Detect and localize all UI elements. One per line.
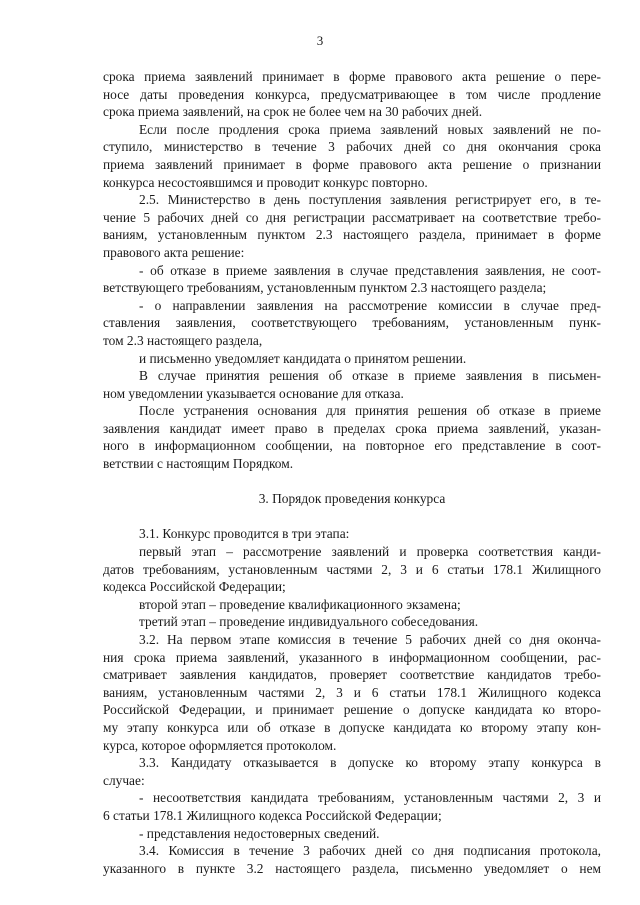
blank-line xyxy=(103,508,601,526)
page-number: 3 xyxy=(316,33,324,48)
text-line: му этапу конкурса или об отказе в допуске кандидата ко второму этапу кон- xyxy=(103,719,601,735)
text-line: После устранения основания для принятия решения об отказе в приеме xyxy=(139,403,601,419)
text-line: том 2.3 настоящего раздела, xyxy=(103,332,263,348)
text-line: 2.5. Министерство в день поступления заявления регистрирует его, в те- xyxy=(139,192,601,208)
blank-line xyxy=(103,473,601,491)
text-line: второй этап – проведение квалификационного экзамена; xyxy=(139,596,461,612)
text-line: - о направлении заявления на рассмотрение комиссии в случае пред- xyxy=(139,297,601,313)
text-line: кодекса Российской Федерации; xyxy=(103,579,286,595)
text-line: Если после продления срока приема заявлений новых заявлений не по- xyxy=(139,121,601,137)
text-line: ном уведомлении указывается основание для отказа. xyxy=(103,385,404,401)
document-body xyxy=(103,68,601,877)
text-line: - представления недостоверных сведений. xyxy=(139,825,380,841)
text-line: первый этап – рассмотрение заявлений и проверка соответствия канди- xyxy=(139,544,601,560)
text-line: третий этап – проведение индивидуального собеседования. xyxy=(139,614,479,630)
text-line: 3.3. Кандидату отказывается в допуске ко второму этапу конкурса в xyxy=(139,755,601,771)
text-line: срока приема заявлений принимает в форме правового акта решение о пере- xyxy=(103,69,601,84)
text-line: ставления заявления, соответствующего требованиям, установленным пунк- xyxy=(103,315,601,331)
text-line: 3.1. Конкурс проводится в три этапа: xyxy=(139,526,350,542)
text-line: ветствии с настоящим Порядком. xyxy=(103,456,294,472)
text-line: приема заявлений принимает в форме правового акта решение о признании xyxy=(103,156,601,172)
text-line: 6 статьи 178.1 Жилищного кодекса Российской Федерации; xyxy=(103,807,442,823)
text-line: чение 5 рабочих дней со дня регистрации рассматривает на соответствие требо- xyxy=(103,209,601,225)
text-line: правового акта решение: xyxy=(103,244,245,260)
text-line: срока приема заявлений, на срок не более чем на 30 рабочих дней. xyxy=(103,104,483,120)
text-line: случае: xyxy=(103,772,145,788)
text-line: курса, которое оформляется протоколом. xyxy=(103,737,337,753)
text-line: конкурса несостоявшимся и проводит конкурс повторно. xyxy=(103,174,428,190)
text-line: - об отказе в приеме заявления в случае представления заявления, не соот- xyxy=(139,262,601,278)
text-line: 3.4. Комиссия в течение 3 рабочих дней со дня подписания протокола, xyxy=(139,843,601,859)
section-heading: 3. Порядок проведения конкурса xyxy=(258,491,446,507)
text-line: В случае принятия решения об отказе в приеме заявления в письмен- xyxy=(139,368,601,384)
text-line: заявления кандидат имеет право в пределах срока приема заявлений, указан- xyxy=(103,420,601,436)
text-line: указанного в пункте 3.2 настоящего раздела, письменно уведомляет о нем xyxy=(103,860,601,876)
text-line: ветствующего требованиям, установленным пунктом 2.3 настоящего раздела; xyxy=(103,280,547,296)
text-line: - несоответствия кандидата требованиям, установленным частями 2, 3 и xyxy=(139,790,601,806)
text-line: носе даты проведения конкурса, предусматривающее в том числе продление xyxy=(103,86,601,102)
text-line: ваниям, установленным пунктом 2.3 настоящего раздела, принимает в форме xyxy=(103,227,601,243)
text-line: 3.2. На первом этапе комиссия в течение 5 рабочих дней со дня оконча- xyxy=(139,632,601,647)
text-line: и письменно уведомляет кандидата о принятом решении. xyxy=(139,350,467,366)
text-line: датов требованиям, установленным частями 2, 3 и 6 статьи 178.1 Жилищного xyxy=(103,561,601,577)
text-line: ния срока приема заявлений, указанного в информационном сообщении, рас- xyxy=(103,649,601,665)
text-line: Российской Федерации, и принимает решение о допуске кандидата ко второ- xyxy=(103,702,601,718)
text-line: ваниям, установленным частями 2, 3 и 6 статьи 178.1 Жилищного кодекса xyxy=(103,684,601,700)
text-line: ступило, министерство в течение 3 рабочих дней со дня окончания срока xyxy=(103,139,601,155)
text-line: сматривает заявления кандидатов, проверяет соответствие кандидатов требо- xyxy=(103,667,601,683)
text-line: ного в информационном сообщении, на повторное его представление в соот- xyxy=(103,438,601,454)
